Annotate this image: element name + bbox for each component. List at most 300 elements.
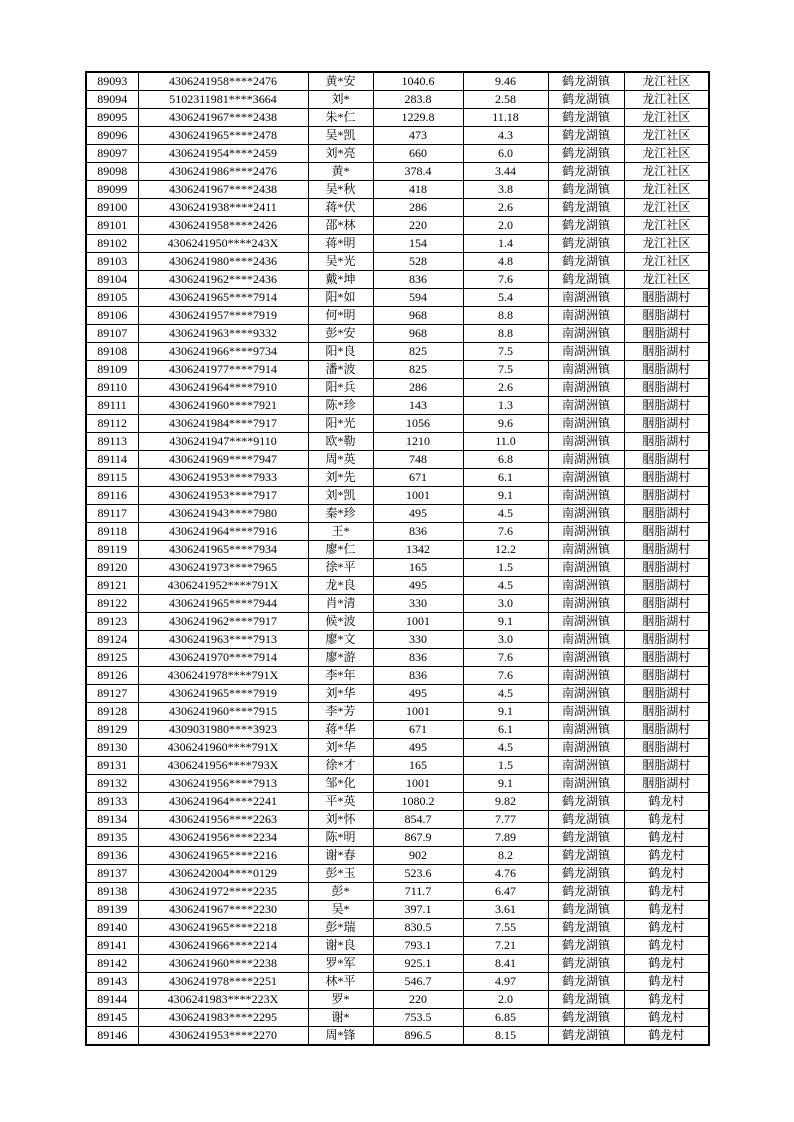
cell-village: 鹤龙村 <box>624 865 709 883</box>
cell-town: 南湖洲镇 <box>548 595 624 613</box>
cell-rate: 4.5 <box>463 577 548 595</box>
cell-town: 南湖洲镇 <box>548 541 624 559</box>
cell-id-number: 4306241966****2214 <box>138 937 308 955</box>
cell-rate: 4.5 <box>463 685 548 703</box>
cell-rate: 7.6 <box>463 271 548 289</box>
cell-amount: 165 <box>373 559 463 577</box>
cell-serial-number: 89144 <box>86 991 138 1009</box>
cell-amount: 836 <box>373 667 463 685</box>
cell-rate: 7.6 <box>463 667 548 685</box>
cell-serial-number: 89103 <box>86 253 138 271</box>
cell-village: 胭脂湖村 <box>624 541 709 559</box>
cell-name: 李*芳 <box>308 703 373 721</box>
table-row <box>86 739 709 757</box>
cell-amount: 495 <box>373 505 463 523</box>
cell-name: 秦*珍 <box>308 505 373 523</box>
cell-id-number: 4306241943****7980 <box>138 505 308 523</box>
table-row <box>86 343 709 361</box>
cell-id-number: 4306241956****2263 <box>138 811 308 829</box>
cell-town: 南湖洲镇 <box>548 757 624 775</box>
cell-name: 朱*仁 <box>308 109 373 127</box>
cell-name: 李*年 <box>308 667 373 685</box>
cell-town: 南湖洲镇 <box>548 577 624 595</box>
cell-amount: 671 <box>373 469 463 487</box>
cell-town: 南湖洲镇 <box>548 469 624 487</box>
cell-name: 吴*秋 <box>308 181 373 199</box>
table-row <box>86 415 709 433</box>
cell-name: 林*平 <box>308 973 373 991</box>
cell-village: 鹤龙村 <box>624 1009 709 1027</box>
cell-id-number: 4306241965****7919 <box>138 685 308 703</box>
cell-rate: 8.41 <box>463 955 548 973</box>
cell-serial-number: 89094 <box>86 91 138 109</box>
cell-amount: 523.6 <box>373 865 463 883</box>
cell-name: 邹*化 <box>308 775 373 793</box>
cell-town: 南湖洲镇 <box>548 289 624 307</box>
cell-town: 南湖洲镇 <box>548 685 624 703</box>
cell-village: 胭脂湖村 <box>624 775 709 793</box>
cell-rate: 9.1 <box>463 703 548 721</box>
cell-rate: 3.44 <box>463 163 548 181</box>
cell-name: 廖*文 <box>308 631 373 649</box>
cell-town: 鹤龙湖镇 <box>548 973 624 991</box>
cell-village: 胭脂湖村 <box>624 487 709 505</box>
cell-rate: 4.5 <box>463 505 548 523</box>
cell-serial-number: 89102 <box>86 235 138 253</box>
cell-serial-number: 89109 <box>86 361 138 379</box>
cell-village: 鹤龙村 <box>624 919 709 937</box>
table-row <box>86 91 709 109</box>
table-row <box>86 145 709 163</box>
cell-name: 彭* <box>308 883 373 901</box>
cell-amount: 748 <box>373 451 463 469</box>
cell-id-number: 4306241953****2270 <box>138 1027 308 1046</box>
table-row <box>86 181 709 199</box>
cell-town: 南湖洲镇 <box>548 667 624 685</box>
cell-id-number: 4306241950****243X <box>138 235 308 253</box>
cell-id-number: 4306241973****7965 <box>138 559 308 577</box>
cell-rate: 6.1 <box>463 469 548 487</box>
cell-amount: 283.8 <box>373 91 463 109</box>
cell-name: 陈*珍 <box>308 397 373 415</box>
cell-town: 鹤龙湖镇 <box>548 991 624 1009</box>
cell-village: 龙江社区 <box>624 271 709 289</box>
cell-serial-number: 89119 <box>86 541 138 559</box>
cell-town: 南湖洲镇 <box>548 415 624 433</box>
table-row <box>86 451 709 469</box>
table-row <box>86 271 709 289</box>
cell-id-number: 4306241954****2459 <box>138 145 308 163</box>
table-row <box>86 289 709 307</box>
table-row <box>86 901 709 919</box>
cell-town: 南湖洲镇 <box>548 361 624 379</box>
cell-name: 周*英 <box>308 451 373 469</box>
cell-rate: 7.5 <box>463 361 548 379</box>
cell-amount: 330 <box>373 595 463 613</box>
table-row <box>86 559 709 577</box>
cell-village: 鹤龙村 <box>624 883 709 901</box>
cell-name: 彭*安 <box>308 325 373 343</box>
cell-amount: 1001 <box>373 487 463 505</box>
cell-village: 龙江社区 <box>624 253 709 271</box>
cell-amount: 220 <box>373 991 463 1009</box>
cell-rate: 1.5 <box>463 757 548 775</box>
cell-town: 鹤龙湖镇 <box>548 847 624 865</box>
cell-rate: 7.6 <box>463 649 548 667</box>
cell-name: 阳*良 <box>308 343 373 361</box>
table-row <box>86 973 709 991</box>
cell-amount: 1229.8 <box>373 109 463 127</box>
cell-amount: 473 <box>373 127 463 145</box>
cell-amount: 378.4 <box>373 163 463 181</box>
cell-village: 龙江社区 <box>624 72 709 91</box>
cell-town: 南湖洲镇 <box>548 523 624 541</box>
cell-rate: 8.8 <box>463 307 548 325</box>
cell-village: 胭脂湖村 <box>624 505 709 523</box>
table-row <box>86 433 709 451</box>
cell-town: 鹤龙湖镇 <box>548 72 624 91</box>
cell-serial-number: 89140 <box>86 919 138 937</box>
cell-id-number: 4306241965****7914 <box>138 289 308 307</box>
cell-serial-number: 89122 <box>86 595 138 613</box>
cell-serial-number: 89095 <box>86 109 138 127</box>
cell-id-number: 4306241984****7917 <box>138 415 308 433</box>
cell-serial-number: 89135 <box>86 829 138 847</box>
table-row <box>86 577 709 595</box>
cell-amount: 968 <box>373 307 463 325</box>
cell-village: 龙江社区 <box>624 199 709 217</box>
cell-serial-number: 89110 <box>86 379 138 397</box>
cell-village: 胭脂湖村 <box>624 613 709 631</box>
cell-town: 鹤龙湖镇 <box>548 181 624 199</box>
cell-serial-number: 89107 <box>86 325 138 343</box>
cell-town: 鹤龙湖镇 <box>548 865 624 883</box>
cell-name: 潘*波 <box>308 361 373 379</box>
cell-serial-number: 89114 <box>86 451 138 469</box>
cell-serial-number: 89116 <box>86 487 138 505</box>
cell-name: 谢*春 <box>308 847 373 865</box>
table-row <box>86 757 709 775</box>
cell-id-number: 4306241962****2436 <box>138 271 308 289</box>
cell-rate: 1.5 <box>463 559 548 577</box>
cell-id-number: 4306241952****791X <box>138 577 308 595</box>
cell-town: 南湖洲镇 <box>548 379 624 397</box>
cell-village: 胭脂湖村 <box>624 739 709 757</box>
cell-serial-number: 89097 <box>86 145 138 163</box>
cell-amount: 854.7 <box>373 811 463 829</box>
cell-rate: 2.58 <box>463 91 548 109</box>
table-row <box>86 793 709 811</box>
cell-serial-number: 89128 <box>86 703 138 721</box>
cell-id-number: 4306241964****2241 <box>138 793 308 811</box>
cell-town: 南湖洲镇 <box>548 451 624 469</box>
cell-amount: 671 <box>373 721 463 739</box>
cell-serial-number: 89133 <box>86 793 138 811</box>
table-row <box>86 127 709 145</box>
cell-amount: 418 <box>373 181 463 199</box>
cell-serial-number: 89105 <box>86 289 138 307</box>
cell-rate: 11.18 <box>463 109 548 127</box>
cell-amount: 397.1 <box>373 901 463 919</box>
cell-rate: 4.3 <box>463 127 548 145</box>
cell-rate: 6.85 <box>463 1009 548 1027</box>
cell-name: 阳*兵 <box>308 379 373 397</box>
cell-amount: 1001 <box>373 775 463 793</box>
cell-town: 南湖洲镇 <box>548 613 624 631</box>
table-row <box>86 361 709 379</box>
cell-town: 南湖洲镇 <box>548 559 624 577</box>
cell-amount: 660 <box>373 145 463 163</box>
cell-id-number: 4306241964****7910 <box>138 379 308 397</box>
cell-name: 刘*先 <box>308 469 373 487</box>
cell-id-number: 4306241965****7934 <box>138 541 308 559</box>
cell-serial-number: 89145 <box>86 1009 138 1027</box>
cell-id-number: 4306241978****791X <box>138 667 308 685</box>
cell-serial-number: 89137 <box>86 865 138 883</box>
cell-name: 吴* <box>308 901 373 919</box>
table-row <box>86 307 709 325</box>
cell-town: 鹤龙湖镇 <box>548 127 624 145</box>
cell-amount: 1210 <box>373 433 463 451</box>
cell-name: 蒋*伏 <box>308 199 373 217</box>
cell-name: 廖*仁 <box>308 541 373 559</box>
cell-amount: 1080.2 <box>373 793 463 811</box>
cell-amount: 836 <box>373 523 463 541</box>
cell-town: 鹤龙湖镇 <box>548 1027 624 1046</box>
cell-rate: 5.4 <box>463 289 548 307</box>
cell-town: 鹤龙湖镇 <box>548 919 624 937</box>
cell-town: 鹤龙湖镇 <box>548 235 624 253</box>
table-row <box>86 379 709 397</box>
cell-village: 鹤龙村 <box>624 973 709 991</box>
cell-serial-number: 89112 <box>86 415 138 433</box>
table-row <box>86 919 709 937</box>
table-row <box>86 865 709 883</box>
cell-amount: 968 <box>373 325 463 343</box>
table-row <box>86 397 709 415</box>
cell-id-number: 4306241977****7914 <box>138 361 308 379</box>
cell-town: 鹤龙湖镇 <box>548 145 624 163</box>
cell-town: 南湖洲镇 <box>548 325 624 343</box>
cell-rate: 1.4 <box>463 235 548 253</box>
cell-serial-number: 89126 <box>86 667 138 685</box>
cell-town: 鹤龙湖镇 <box>548 955 624 973</box>
cell-id-number: 4306241947****9110 <box>138 433 308 451</box>
cell-amount: 1342 <box>373 541 463 559</box>
cell-village: 胭脂湖村 <box>624 397 709 415</box>
cell-serial-number: 89127 <box>86 685 138 703</box>
cell-village: 龙江社区 <box>624 145 709 163</box>
cell-id-number: 4306241965****7944 <box>138 595 308 613</box>
cell-serial-number: 89143 <box>86 973 138 991</box>
cell-town: 南湖洲镇 <box>548 307 624 325</box>
cell-name: 徐*才 <box>308 757 373 775</box>
cell-id-number: 4306241960****7915 <box>138 703 308 721</box>
cell-serial-number: 89106 <box>86 307 138 325</box>
cell-name: 周*锋 <box>308 1027 373 1046</box>
cell-amount: 594 <box>373 289 463 307</box>
cell-serial-number: 89104 <box>86 271 138 289</box>
cell-village: 龙江社区 <box>624 91 709 109</box>
table-row <box>86 469 709 487</box>
table-row <box>86 667 709 685</box>
cell-village: 胭脂湖村 <box>624 523 709 541</box>
table-row <box>86 163 709 181</box>
cell-id-number: 4306241983****223X <box>138 991 308 1009</box>
cell-village: 胭脂湖村 <box>624 451 709 469</box>
cell-name: 龙*良 <box>308 577 373 595</box>
cell-serial-number: 89129 <box>86 721 138 739</box>
table-row <box>86 991 709 1009</box>
cell-rate: 4.8 <box>463 253 548 271</box>
table-row <box>86 235 709 253</box>
table-row <box>86 325 709 343</box>
table-row <box>86 847 709 865</box>
cell-town: 鹤龙湖镇 <box>548 199 624 217</box>
cell-serial-number: 89141 <box>86 937 138 955</box>
cell-name: 阳*光 <box>308 415 373 433</box>
cell-name: 刘*亮 <box>308 145 373 163</box>
cell-town: 南湖洲镇 <box>548 721 624 739</box>
cell-village: 鹤龙村 <box>624 955 709 973</box>
cell-village: 胭脂湖村 <box>624 415 709 433</box>
cell-amount: 286 <box>373 199 463 217</box>
table-row <box>86 883 709 901</box>
cell-rate: 9.46 <box>463 72 548 91</box>
cell-serial-number: 89096 <box>86 127 138 145</box>
cell-village: 胭脂湖村 <box>624 307 709 325</box>
cell-amount: 546.7 <box>373 973 463 991</box>
cell-village: 胭脂湖村 <box>624 667 709 685</box>
cell-id-number: 4306241938****2411 <box>138 199 308 217</box>
cell-name: 平*英 <box>308 793 373 811</box>
cell-rate: 4.97 <box>463 973 548 991</box>
cell-rate: 6.47 <box>463 883 548 901</box>
cell-town: 鹤龙湖镇 <box>548 829 624 847</box>
cell-amount: 286 <box>373 379 463 397</box>
cell-town: 南湖洲镇 <box>548 433 624 451</box>
cell-town: 南湖洲镇 <box>548 343 624 361</box>
cell-name: 吴*光 <box>308 253 373 271</box>
cell-rate: 8.2 <box>463 847 548 865</box>
cell-amount: 1001 <box>373 613 463 631</box>
cell-village: 鹤龙村 <box>624 829 709 847</box>
cell-name: 彭*瑞 <box>308 919 373 937</box>
cell-serial-number: 89125 <box>86 649 138 667</box>
cell-serial-number: 89118 <box>86 523 138 541</box>
cell-town: 南湖洲镇 <box>548 505 624 523</box>
cell-rate: 3.8 <box>463 181 548 199</box>
cell-village: 胭脂湖村 <box>624 469 709 487</box>
cell-serial-number: 89120 <box>86 559 138 577</box>
cell-rate: 4.76 <box>463 865 548 883</box>
cell-name: 何*明 <box>308 307 373 325</box>
cell-serial-number: 89123 <box>86 613 138 631</box>
cell-serial-number: 89093 <box>86 72 138 91</box>
cell-town: 鹤龙湖镇 <box>548 937 624 955</box>
cell-id-number: 4306241956****7913 <box>138 775 308 793</box>
cell-rate: 9.82 <box>463 793 548 811</box>
cell-village: 龙江社区 <box>624 217 709 235</box>
cell-serial-number: 89121 <box>86 577 138 595</box>
cell-name: 刘*华 <box>308 685 373 703</box>
table-row <box>86 937 709 955</box>
cell-village: 龙江社区 <box>624 181 709 199</box>
table-row <box>86 613 709 631</box>
cell-serial-number: 89124 <box>86 631 138 649</box>
table-row <box>86 541 709 559</box>
cell-village: 龙江社区 <box>624 127 709 145</box>
cell-rate: 1.3 <box>463 397 548 415</box>
cell-name: 戴*坤 <box>308 271 373 289</box>
cell-amount: 867.9 <box>373 829 463 847</box>
cell-rate: 4.5 <box>463 739 548 757</box>
table-row <box>86 955 709 973</box>
cell-name: 候*波 <box>308 613 373 631</box>
table-row <box>86 703 709 721</box>
cell-amount: 154 <box>373 235 463 253</box>
cell-name: 刘*凯 <box>308 487 373 505</box>
cell-amount: 793.1 <box>373 937 463 955</box>
cell-name: 邵*林 <box>308 217 373 235</box>
cell-amount: 220 <box>373 217 463 235</box>
cell-serial-number: 89108 <box>86 343 138 361</box>
cell-rate: 11.0 <box>463 433 548 451</box>
cell-village: 胭脂湖村 <box>624 289 709 307</box>
cell-amount: 495 <box>373 577 463 595</box>
cell-rate: 3.0 <box>463 631 548 649</box>
cell-village: 胭脂湖村 <box>624 343 709 361</box>
cell-id-number: 4306241964****7916 <box>138 523 308 541</box>
cell-village: 鹤龙村 <box>624 847 709 865</box>
cell-town: 南湖洲镇 <box>548 775 624 793</box>
cell-name: 王* <box>308 523 373 541</box>
cell-id-number: 4306241965****2478 <box>138 127 308 145</box>
cell-id-number: 4306241956****2234 <box>138 829 308 847</box>
table-row <box>86 649 709 667</box>
cell-serial-number: 89136 <box>86 847 138 865</box>
cell-serial-number: 89146 <box>86 1027 138 1046</box>
cell-village: 胭脂湖村 <box>624 361 709 379</box>
cell-village: 胭脂湖村 <box>624 595 709 613</box>
cell-amount: 330 <box>373 631 463 649</box>
cell-name: 蒋*明 <box>308 235 373 253</box>
cell-id-number: 4306241965****2218 <box>138 919 308 937</box>
cell-rate: 6.1 <box>463 721 548 739</box>
cell-town: 鹤龙湖镇 <box>548 163 624 181</box>
cell-rate: 7.55 <box>463 919 548 937</box>
cell-id-number: 4306241972****2235 <box>138 883 308 901</box>
cell-id-number: 4306242004****0129 <box>138 865 308 883</box>
cell-id-number: 4306241962****7917 <box>138 613 308 631</box>
cell-name: 黄* <box>308 163 373 181</box>
cell-id-number: 4306241960****2238 <box>138 955 308 973</box>
cell-amount: 836 <box>373 649 463 667</box>
cell-id-number: 4306241963****9332 <box>138 325 308 343</box>
cell-serial-number: 89131 <box>86 757 138 775</box>
cell-name: 罗* <box>308 991 373 1009</box>
cell-amount: 165 <box>373 757 463 775</box>
cell-amount: 830.5 <box>373 919 463 937</box>
cell-rate: 6.8 <box>463 451 548 469</box>
cell-name: 刘*怀 <box>308 811 373 829</box>
cell-rate: 2.6 <box>463 199 548 217</box>
cell-rate: 2.0 <box>463 991 548 1009</box>
cell-village: 鹤龙村 <box>624 937 709 955</box>
cell-serial-number: 89098 <box>86 163 138 181</box>
cell-name: 欧*勒 <box>308 433 373 451</box>
table-body <box>86 72 709 1045</box>
